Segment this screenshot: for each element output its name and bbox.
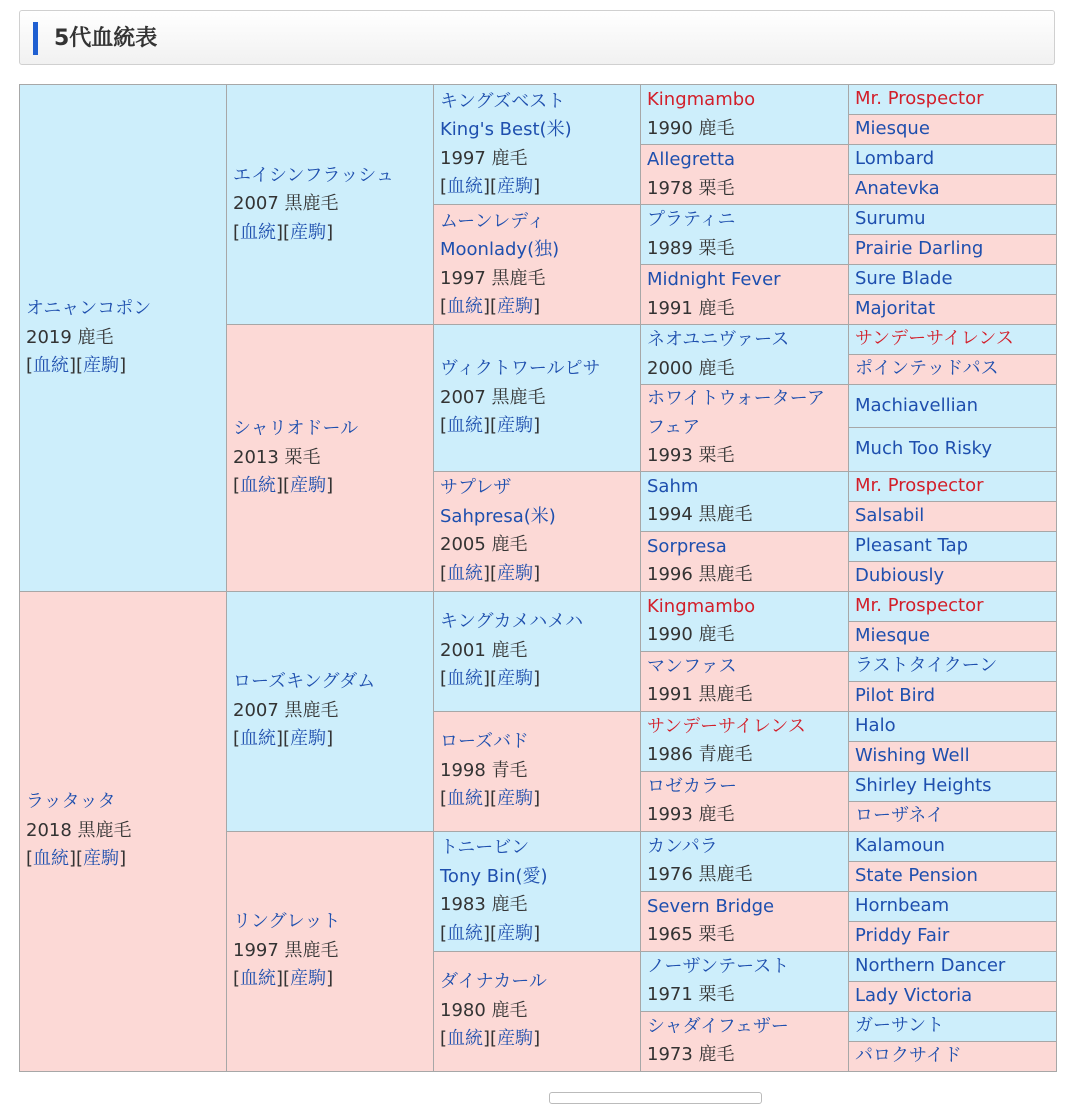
horse-info: 1989 栗毛: [647, 237, 735, 259]
pedigree-cell-gen5: [849, 355, 1057, 385]
horse-links: [血統][産駒]: [233, 475, 334, 496]
horse-name-link[interactable]: Anatevka: [855, 178, 940, 200]
pedigree-link[interactable]: 血統: [240, 728, 277, 750]
page-title: 5代血統表: [54, 26, 158, 51]
pedigree-link[interactable]: 血統: [447, 1028, 484, 1050]
horse-name-link[interactable]: Miesque: [855, 624, 930, 646]
pedigree-cell-gen4: [641, 711, 849, 771]
horse-info: 1991 鹿毛: [647, 297, 735, 319]
horse-name-link[interactable]: リングレット: [233, 911, 341, 933]
pedigree-table: [19, 84, 1057, 1072]
pedigree-cell-gen4: [641, 205, 849, 265]
pedigree-cell-gen5: [849, 981, 1057, 1011]
horse-name-link[interactable]: ラッタッタ: [26, 791, 116, 813]
pedigree-cell-gen4: [641, 891, 849, 951]
pedigree-cell-gen3: [434, 85, 641, 205]
horse-name-link[interactable]: Hornbeam: [855, 894, 950, 916]
pedigree-cell-gen5: [849, 621, 1057, 651]
pedigree-cell-gen5: [849, 265, 1057, 295]
pedigree-link[interactable]: 血統: [447, 788, 484, 810]
pedigree-cell-gen4: [641, 531, 849, 591]
pedigree-link[interactable]: 血統: [447, 922, 484, 944]
pedigree-link[interactable]: 血統: [240, 475, 277, 496]
horse-foreign-name-link[interactable]: Sahpresa(米): [440, 505, 556, 527]
horse-name-link[interactable]: Kalamoun: [855, 834, 945, 856]
pedigree-link[interactable]: 血統: [447, 415, 484, 436]
horse-foreign-name-link[interactable]: King's Best(米): [440, 119, 572, 140]
pedigree-cell-gen5: [849, 891, 1057, 921]
pedigree-cell-gen4: [641, 471, 849, 531]
pedigree-cell-gen5: [849, 205, 1057, 235]
pedigree-cell-gen3: [434, 205, 641, 325]
horse-name-link[interactable]: Kingmambo: [647, 89, 756, 110]
horse-name-link[interactable]: Halo: [855, 714, 896, 736]
horse-name-link[interactable]: Prairie Darling: [855, 238, 984, 260]
horse-info: 1990 鹿毛: [647, 117, 735, 139]
horse-links: [血統][産駒]: [233, 221, 334, 243]
pedigree-cell-gen5: [849, 861, 1057, 891]
pedigree-cell-gen4: [641, 831, 849, 891]
horse-name-link[interactable]: Much Too Risky: [855, 437, 992, 459]
pedigree-cell-gen2: [227, 591, 434, 831]
pedigree-cell-gen5: [849, 115, 1057, 145]
pedigree-cell-gen1-sire: [20, 85, 227, 592]
horse-info: 1990 鹿毛: [647, 624, 735, 645]
horse-name-link[interactable]: Shirley Heights: [855, 774, 992, 796]
horse-info: 1965 栗毛: [647, 924, 735, 945]
pedigree-link[interactable]: 血統: [240, 968, 277, 990]
horse-info: 1997 黒鹿毛: [440, 267, 546, 289]
offspring-link[interactable]: 産駒: [83, 355, 120, 376]
horse-links: [血統][産駒]: [233, 968, 334, 990]
pedigree-link[interactable]: 血統: [447, 176, 484, 197]
horse-foreign-name-link[interactable]: Moonlady(独): [440, 239, 560, 260]
horse-name-link[interactable]: マンファス: [647, 655, 737, 677]
offspring-link[interactable]: 産駒: [497, 562, 534, 584]
horse-name-link[interactable]: Sure Blade: [855, 268, 953, 290]
pedigree-link[interactable]: 血統: [447, 296, 484, 317]
horse-links: [血統][産駒]: [26, 355, 127, 376]
horse-name-link[interactable]: ロゼカラー: [647, 775, 737, 797]
horse-name-link[interactable]: シャリオドール: [233, 418, 359, 439]
header-accent-bar: [33, 22, 38, 55]
horse-name-link[interactable]: Mr. Prospector: [855, 474, 984, 496]
pedigree-cell-gen5: [849, 1041, 1057, 1071]
offspring-link[interactable]: 産駒: [83, 848, 120, 870]
pedigree-cell-gen5: [849, 145, 1057, 175]
horse-name-link[interactable]: ネオユニヴァース: [647, 329, 790, 350]
horse-name-link[interactable]: ローズキングダム: [233, 671, 376, 693]
pedigree-cell-gen4: [641, 591, 849, 651]
pedigree-link[interactable]: 血統: [447, 668, 484, 690]
horse-links: [血統][産駒]: [440, 1028, 541, 1050]
horse-name-link[interactable]: ポインテッドパス: [855, 358, 999, 380]
horse-name-link[interactable]: Lady Victoria: [855, 984, 973, 1006]
offspring-link[interactable]: 産駒: [497, 1028, 534, 1050]
horse-info: 1993 栗毛: [647, 445, 735, 466]
horse-info: 2005 鹿毛: [440, 534, 528, 555]
pedigree-cell-gen2: [227, 325, 434, 592]
horse-name-link[interactable]: ローズバド: [440, 731, 529, 753]
horse-name-link[interactable]: ダイナカール: [440, 971, 547, 993]
pedigree-cell-gen5: [849, 561, 1057, 591]
horse-name-link[interactable]: Priddy Fair: [855, 924, 950, 946]
pedigree-link[interactable]: 血統: [240, 221, 277, 243]
horse-info: 1991 黒鹿毛: [647, 684, 753, 705]
horse-name-link[interactable]: エイシンフラッシュ: [233, 164, 394, 186]
pedigree-cell-gen4: [641, 771, 849, 831]
pedigree-cell-gen5: [849, 771, 1057, 801]
pedigree-cell-gen3: [434, 325, 641, 472]
pedigree-cell-gen3: [434, 831, 641, 951]
pedigree-cell-gen3: [434, 711, 641, 831]
horse-name-link[interactable]: パロクサイド: [855, 1044, 962, 1066]
horse-info: 1997 鹿毛: [440, 147, 528, 169]
horse-name-link[interactable]: カンパラ: [647, 835, 718, 857]
pedigree-link[interactable]: 血統: [447, 562, 484, 584]
horse-info: 1996 黒鹿毛: [647, 564, 753, 585]
pedigree-cell-gen4: [641, 1011, 849, 1071]
horse-links: [血統][産駒]: [233, 728, 334, 750]
pedigree-cell-gen3: [434, 471, 641, 591]
horse-info: 1994 黒鹿毛: [647, 504, 753, 525]
horse-links: [血統][産駒]: [440, 176, 541, 197]
pedigree-cell-gen5: [849, 741, 1057, 771]
horse-name-link[interactable]: Pilot Bird: [855, 684, 936, 706]
pedigree-cell-gen5: [849, 235, 1057, 265]
horse-name-link[interactable]: State Pension: [855, 864, 978, 886]
horse-name-link[interactable]: ホワイトウォーターアフェア: [647, 388, 825, 438]
pedigree-cell-gen5: [849, 1011, 1057, 1041]
horse-name-link[interactable]: Pleasant Tap: [855, 534, 969, 556]
horse-info: 1980 鹿毛: [440, 999, 528, 1021]
pedigree-cell-gen5: [849, 427, 1057, 471]
horse-name-link[interactable]: Machiavellian: [855, 394, 979, 416]
horse-name-link[interactable]: Majoritat: [855, 298, 936, 320]
offspring-link[interactable]: 産駒: [497, 296, 534, 317]
horse-name-link[interactable]: ヴィクトワールピサ: [440, 358, 601, 379]
pedigree-cell-gen1-dam: [20, 591, 227, 1071]
horse-name-link[interactable]: Sorpresa: [647, 535, 727, 557]
horse-name-link[interactable]: ガーサント: [855, 1014, 945, 1036]
pedigree-cell-gen5: [849, 951, 1057, 981]
horse-name-link[interactable]: サプレザ: [440, 477, 512, 498]
pedigree-cell-gen4: [641, 85, 849, 145]
horse-links: [血統][産駒]: [440, 296, 541, 317]
pedigree-cell-gen5: [849, 85, 1057, 115]
horse-foreign-name-link[interactable]: Tony Bin(愛): [440, 865, 548, 887]
horse-links: [血統][産駒]: [26, 848, 127, 870]
pedigree-cell-gen4: [641, 265, 849, 325]
offspring-link[interactable]: 産駒: [290, 475, 327, 496]
horse-name-link[interactable]: トニービン: [440, 837, 530, 858]
horse-name-link[interactable]: Salsabil: [855, 504, 925, 526]
horse-name-link[interactable]: ノーザンテースト: [647, 955, 790, 977]
horse-name-link[interactable]: Midnight Fever: [647, 269, 781, 290]
horse-name-link[interactable]: キングズベスト: [440, 90, 566, 112]
pedigree-cell-gen3: [434, 951, 641, 1071]
offspring-link[interactable]: 産駒: [497, 668, 534, 690]
horse-name-link[interactable]: オニャンコポン: [26, 298, 152, 319]
horse-info: 1997 黒鹿毛: [233, 939, 339, 961]
horse-info: 1973 鹿毛: [647, 1044, 735, 1065]
pedigree-cell-gen5: [849, 531, 1057, 561]
offspring-link[interactable]: 産駒: [290, 221, 327, 243]
pedigree-cell-gen5: [849, 921, 1057, 951]
horse-name-link[interactable]: Lombard: [855, 148, 935, 170]
horse-name-link[interactable]: Severn Bridge: [647, 895, 775, 917]
pedigree-cell-gen4: [641, 651, 849, 711]
horse-info: 2013 栗毛: [233, 446, 321, 468]
horse-name-link[interactable]: Allegretta: [647, 149, 736, 170]
pedigree-cell-gen5: [849, 681, 1057, 711]
horse-name-link[interactable]: ラストタイクーン: [855, 654, 998, 676]
horse-info: 1983 鹿毛: [440, 894, 528, 915]
offspring-link[interactable]: 産駒: [290, 968, 327, 990]
pedigree-cell-gen5: [849, 711, 1057, 741]
horse-name-link[interactable]: Sahm: [647, 475, 699, 497]
pedigree-cell-gen5: [849, 831, 1057, 861]
horse-name-link[interactable]: Surumu: [855, 208, 926, 230]
horse-info: 1998 青毛: [440, 759, 528, 781]
horse-info: 1976 黒鹿毛: [647, 864, 753, 885]
horse-info: 1978 栗毛: [647, 177, 735, 199]
horse-name-link[interactable]: Dubiously: [855, 564, 945, 586]
offspring-link[interactable]: 産駒: [290, 728, 327, 750]
horse-info: 2000 鹿毛: [647, 357, 735, 379]
horse-name-link[interactable]: プラティニ: [647, 209, 736, 230]
horse-links: [血統][産駒]: [440, 922, 541, 944]
horse-name-link[interactable]: サンデーサイレンス: [647, 715, 806, 737]
offspring-link[interactable]: 産駒: [497, 415, 534, 436]
offspring-link[interactable]: 産駒: [497, 922, 534, 944]
horse-name-link[interactable]: ムーンレディ: [440, 210, 545, 232]
pedigree-link[interactable]: 血統: [33, 848, 70, 870]
pedigree-cell-gen5: [849, 801, 1057, 831]
horse-links: [血統][産駒]: [440, 788, 541, 810]
horse-name-link[interactable]: Miesque: [855, 118, 930, 140]
pedigree-link[interactable]: 血統: [33, 355, 70, 376]
horse-name-link[interactable]: キングカメハメハ: [440, 611, 584, 633]
horse-links: [血統][産駒]: [440, 668, 541, 690]
horse-name-link[interactable]: サンデーサイレンス: [855, 328, 1014, 350]
pedigree-cell-gen5: [849, 651, 1057, 681]
pedigree-cell-gen5: [849, 471, 1057, 501]
next-button[interactable]: [549, 1092, 762, 1104]
pedigree-cell-gen5: [849, 325, 1057, 355]
horse-name-link[interactable]: Mr. Prospector: [855, 88, 984, 110]
pedigree-cell-gen4: [641, 325, 849, 385]
pedigree-cell-gen5: [849, 385, 1057, 428]
horse-links: [血統][産駒]: [440, 562, 541, 584]
horse-info: 1993 鹿毛: [647, 804, 735, 825]
horse-name-link[interactable]: シャダイフェザー: [647, 1015, 789, 1037]
horse-info: 2019 鹿毛: [26, 326, 114, 348]
horse-info: 1971 栗毛: [647, 984, 735, 1005]
offspring-link[interactable]: 産駒: [497, 788, 534, 810]
horse-info: 1986 青鹿毛: [647, 744, 753, 765]
pedigree-cell-gen5: [849, 295, 1057, 325]
horse-name-link[interactable]: ローザネイ: [855, 804, 944, 826]
pedigree-cell-gen4: [641, 951, 849, 1011]
horse-info: 2007 黒鹿毛: [233, 699, 339, 721]
horse-name-link[interactable]: Kingmambo: [647, 595, 756, 617]
horse-name-link[interactable]: Wishing Well: [855, 744, 970, 766]
section-header: [19, 10, 1055, 65]
offspring-link[interactable]: 産駒: [497, 176, 534, 197]
horse-name-link[interactable]: Mr. Prospector: [855, 594, 984, 616]
pedigree-cell-gen2: [227, 831, 434, 1071]
horse-info: 2001 鹿毛: [440, 639, 528, 661]
pedigree-cell-gen4: [641, 145, 849, 205]
horse-links: [血統][産駒]: [440, 415, 541, 436]
pedigree-cell-gen3: [434, 591, 641, 711]
horse-info: 2018 黒鹿毛: [26, 819, 132, 841]
pedigree-cell-gen5: [849, 175, 1057, 205]
horse-name-link[interactable]: Northern Dancer: [855, 954, 1006, 976]
pedigree-cell-gen2: [227, 85, 434, 325]
horse-info: 2007 黒鹿毛: [440, 386, 546, 408]
horse-info: 2007 黒鹿毛: [233, 193, 339, 215]
pedigree-cell-gen5: [849, 591, 1057, 621]
pedigree-cell-gen4: [641, 385, 849, 472]
pedigree-cell-gen5: [849, 501, 1057, 531]
